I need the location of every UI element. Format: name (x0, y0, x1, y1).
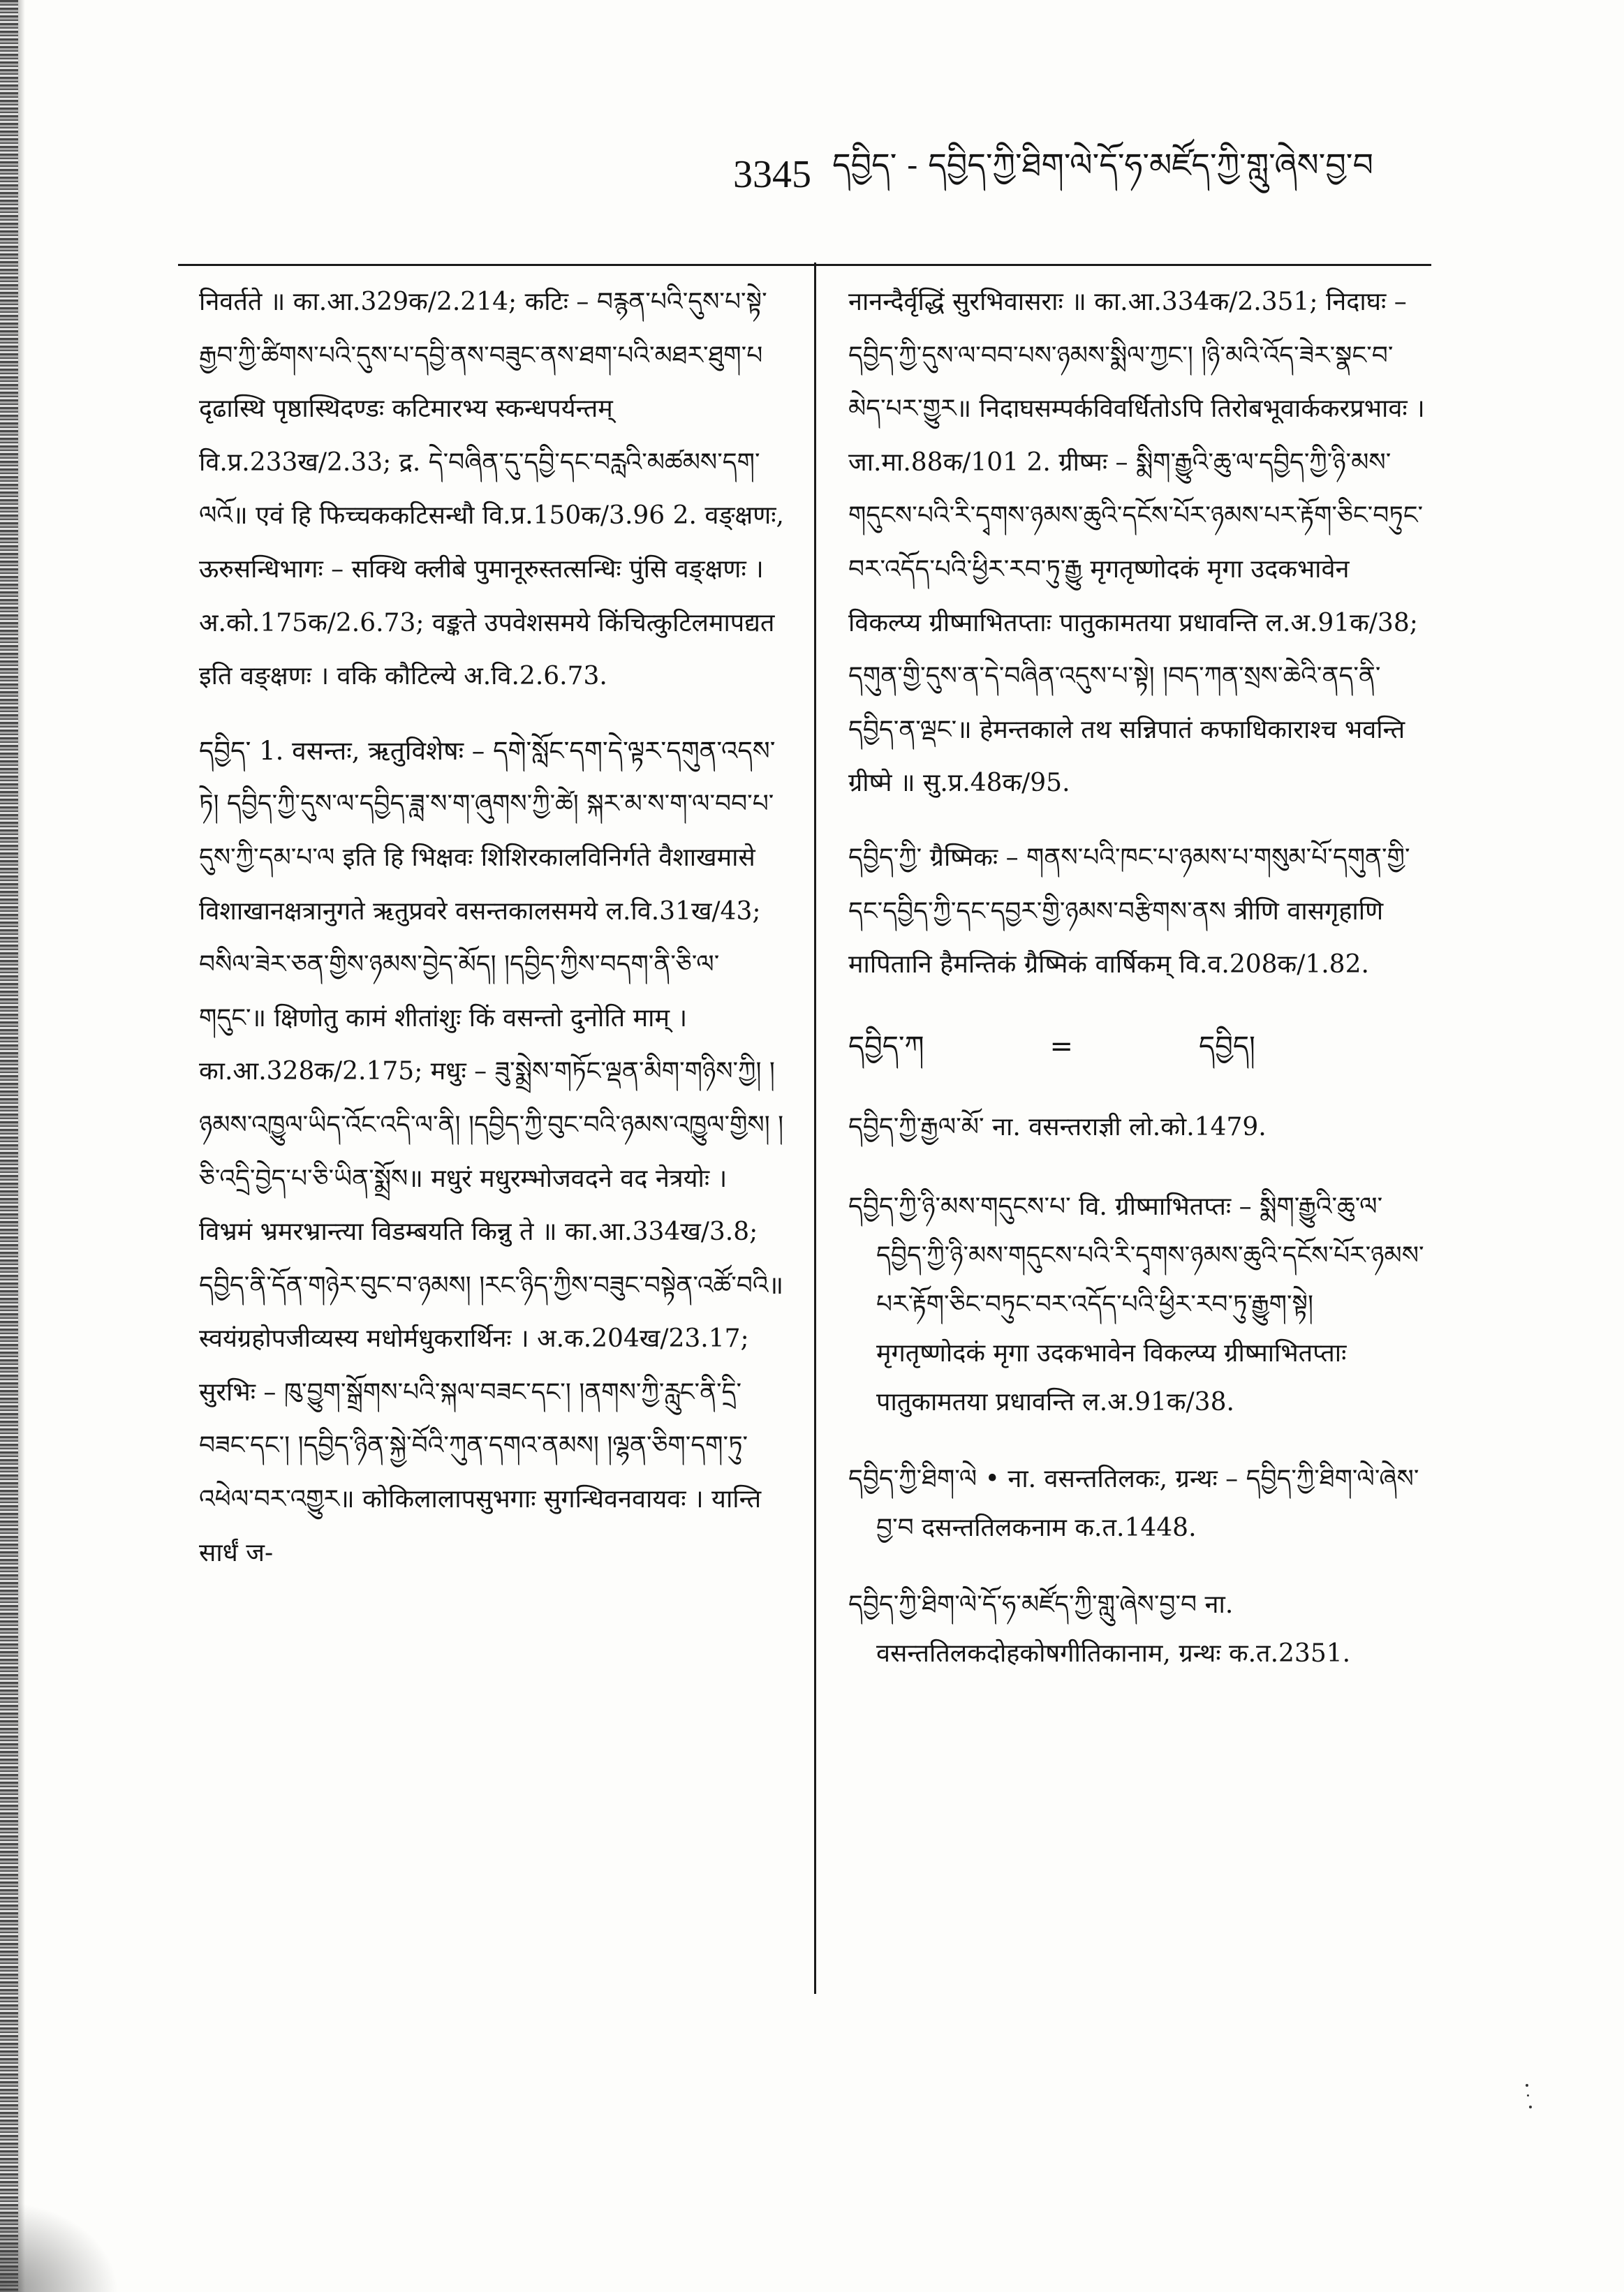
scan-binding-edge (0, 0, 18, 2292)
cross-reference (848, 1020, 1428, 1074)
right-column (848, 276, 1428, 2000)
page-header (733, 140, 1431, 209)
left-column (199, 276, 785, 2000)
entry-vasantatilaka: དབྱིད་ཀྱི་ཐིག་ལེ • ना. वसन्ततिलकः, ग्रन्थः – དབྱིད་ཀྱི་ཐིག་ལེ་ཞེས་བྱ་བ दसन्ततिलकनाम क.त.1448. (848, 1464, 1419, 1542)
xref-equals: = (1049, 1030, 1074, 1063)
entry-grishmabhitapta: དབྱིད་ཀྱི་ཉི་མས་གདུངས་པ་ वि. ग्रीष्माभितप्तः – སྨིག་རྒྱུའི་ཆུ་ལ་དབྱིད་ཀྱི་ཉི་མས་གདུངས་པའི་རི་དྭགས་ཉམས་ཆུའི་དངོས་པོར་ཉམས་པར་རྟོག་ཅིང་བཏུང་བར་འདོད་པའི་ཕྱིར་རབ་ཏུ་རྒྱུག་སྟེ། मृगतृष्णोदकं मृगा उदकभावेन विकल्प्य ग्रीष्माभितप्ताः पातुकामतया प्रधावन्ति ल.अ.91क/38. (848, 1192, 1424, 1417)
scan-smudge (0, 2201, 119, 2292)
speck (1529, 2106, 1532, 2108)
speck (1526, 2084, 1528, 2087)
column-divider (814, 263, 816, 1994)
sub-entry-graishmika: དབྱིད་ཀྱི་ ग्रैष्मिकः – གནས་པའི་ཁང་པ་ཉམས་པ་གསུམ་པོ་དགུན་གྱི་དང་དབྱིད་ཀྱི་དང་དབྱར་གྱི་ཉམས་བརྩིགས་ནས त्रीणि वासगृहाणि मापितानि हैमन्तिकं ग्रैष्मिकं वार्षिकम् वि.व.208क/1.82. (848, 843, 1410, 979)
xref-target: དབྱིད། (1199, 1030, 1255, 1063)
page-number: 3345 (733, 153, 811, 196)
entry-vasantatilaka-doha: དབྱིད་ཀྱི་ཐིག་ལེ་དོ་ཧ་མཛོད་ཀྱི་གླུ་ཞེས་བྱ་བ ना. वसन्ततिलकदोहकोषगीतिकानाम, ग्रन्थः क.त.2351. (848, 1590, 1351, 1668)
header-rule (178, 264, 1431, 266)
header-entry-range: དབྱིད་ - དབྱིད་ཀྱི་ཐིག་ལེ་དོ་ཧ་མཛོད་ཀྱི་གླུ་ཞེས་བྱ་བ (832, 145, 1373, 184)
entry-dbyid: དབྱིད་ 1. वसन्तः, ऋतुविशेषः – དགེ་སློང་དག་དེ་ལྟར་དགུན་འདས་ཏེ། དབྱིད་ཀྱི་དུས་ལ་དབྱིད་ཟླ་ས་ག་ཞུགས་ཀྱི་ཚེ། སྐར་མ་ས་ག་ལ་བབ་པ་དུས་ཀྱི་དམ་པ་ལ इति हि भिक्षवः शिशिरकालविनिर्गते वैशाखमासे विशाखानक्षत्रानुगते ऋतुप्रवरे वसन्तकालसमये ल.वि.31ख/43; བསིལ་ཟེར་ཅན་གྱིས་ཉམས་བྱེད་མོད། །དབྱིད་ཀྱིས་བདག་ནི་ཅི་ལ་གདུང་॥ क्षिणोतु कामं शीतांशुः किं वसन्तो दुनोति माम् । का.आ.328क/2.175; मधुः – ཟུ་སྨྲེས་གཏོང་ལྡན་མིག་གཉིས་ཀྱི། །ཉམས་འཁྱུལ་ཡིད་འོང་འདི་ལ་ནི། །དབྱིད་ཀྱི་བུང་བའི་ཉམས་འཁྱུལ་གྱིས། །ཅི་འདྲི་བྱེད་པ་ཅི་ཡིན་སྨྲོས॥ मधुरं मधुरम्भोजवदने वद नेत्रयोः । विभ्रमं भ्रमरभ्रान्त्या विडम्बयति किन्नु ते ॥ का.आ.334ख/3.8; དབྱིད་ནི་དོན་གཉེར་བུང་བ་ཉམས། །རང་ཉིད་ཀྱིས་བཟུང་བསྟེན་འཚོ་བའི॥ स्वयंग्रहोपजीव्यस्य मधोर्मधुकरार्थिनः । अ.क.204ख/23.17; सुरभिः – ཁུ་བྱུག་སྒྲོགས་པའི་སྐལ་བཟང་དང་། །ནགས་ཀྱི་རླུང་ནི་དྲི་བཟང་དང་། །དབྱིད་ཉིན་སྐྱེ་བོའི་ཀུན་དགའ་ནམས། །ལྷན་ཅིག་དག་ཏུ་འཕེལ་བར་འགྱུར॥ कोकिलालापसुभगाः सुगन्धिवनवायवः । यान्ति सार्धं ज- (199, 735, 784, 1567)
speck (1527, 2094, 1529, 2097)
entry-vasantarajni: དབྱིད་ཀྱི་རྒྱལ་མོ་ ना. वसन्तराज्ञी लो.को.1479. (848, 1113, 1267, 1142)
continued-entry: नानन्दैर्वृद्धिं सुरभिवासराः ॥ का.आ.334क/2.351; निदाघः – དབྱིད་ཀྱི་དུས་ལ་བབ་པས་ཉམས་སྨིལ་ཀྱང་། །ཉི་མའི་འོད་ཟེར་སྣང་བ་མེད་པར་གྱུར॥ निदाघसम्पर्कविवर्धितोऽपि तिरोबभूवार्ककरप्रभावः । जा.मा.88क/101 2. ग्रीष्मः – སྨིག་རྒྱུའི་ཆུ་ལ་དབྱིད་ཀྱི་ཉི་མས་གདུངས་པའི་རི་དྭགས་ཉམས་ཆུའི་དངོས་པོར་ཉམས་པར་རྟོག་ཅིང་བཏུང་བར་འདོད་པའི་ཕྱིར་རབ་ཏུ་རྒྱུ मृगतृष्णोदकं मृगा उदकभावेन विकल्प्य ग्रीष्माभितप्ताः पातुकामतया प्रधावन्ति ल.अ.91क/38; དགུན་གྱི་དུས་ན་དེ་བཞིན་འདུས་པ་སྟེ། །བད་ཀན་སྲས་ཆེའི་ནད་ནི་དབྱིད་ན་ལྡང་॥ हेमन्तकाले तथ सन्निपातं कफाधिकाराश्च भवन्ति ग्रीष्मे ॥ सु.प्र.48क/95. (848, 288, 1425, 798)
xref-term: དབྱིད་ཀ (848, 1030, 924, 1063)
continued-entry: निवर्तते ॥ का.आ.329क/2.214; कटिः – བརྙན་པའི་དུས་པ་སྟེ་རྒྱབ་ཀྱི་ཚིགས་པའི་དུས་པ་དབྱི་ནས་བཟུང་ནས་ཐག་པའི་མཐར་ཐུག་པ दृढास्थि पृष्ठास्थिदण्डः कटिमारभ्य स्कन्धपर्यन्तम् वि.प्र.233ख/2.33; द्र. དེ་བཞིན་དུ་དབྱི་དང་བརླའི་མཚམས་དག་ལའོ॥ एवं हि फिच्चककटिसन्धौ वि.प्र.150क/3.96 2. वङ्क्षणः, ऊरुसन्धिभागः – सक्थि क्लीबे पुमानूरुस्तत्सन्धिः पुंसि वङ्क्षणः । अ.को.175क/2.6.73; वङ्कते उपवेशसमये किंचित्कुटिलमापद्यत इति वङ्क्षणः । वकि कौटिल्ये अ.वि.2.6.73. (199, 288, 784, 691)
